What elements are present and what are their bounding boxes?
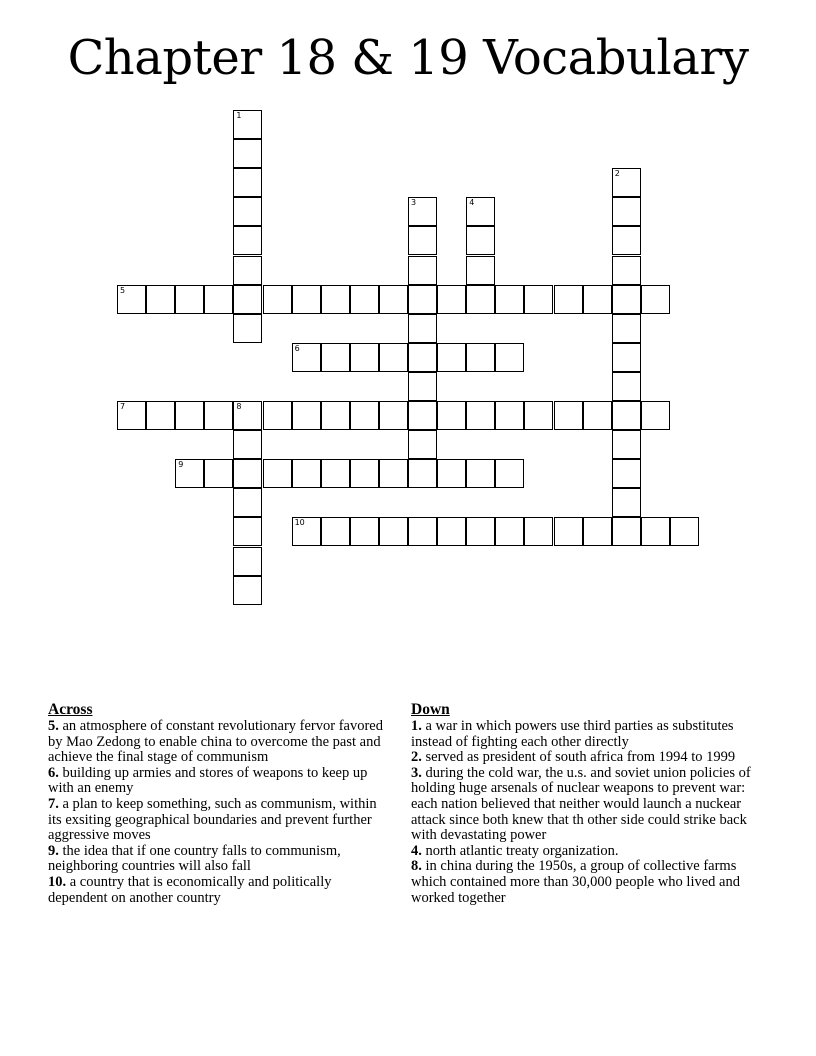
grid-cell[interactable] — [466, 285, 495, 314]
grid-cell[interactable] — [408, 256, 437, 285]
grid-cell[interactable] — [466, 343, 495, 372]
across-heading: Across — [48, 701, 93, 718]
grid-cell[interactable] — [292, 285, 321, 314]
grid-cell[interactable] — [408, 226, 437, 255]
grid-cell[interactable] — [612, 226, 641, 255]
grid-cell[interactable] — [292, 517, 321, 546]
grid-cell[interactable] — [437, 517, 466, 546]
grid-cell[interactable] — [524, 285, 553, 314]
grid-cell[interactable] — [321, 459, 350, 488]
grid-cell[interactable] — [175, 459, 204, 488]
grid-cell[interactable] — [379, 401, 408, 430]
grid-cell[interactable] — [175, 401, 204, 430]
clue-number: 5. — [48, 718, 59, 734]
grid-cell[interactable] — [233, 576, 262, 605]
grid-cell[interactable] — [641, 401, 670, 430]
grid-cell[interactable] — [437, 343, 466, 372]
clue-text: north atlantic treaty organization. — [425, 842, 619, 859]
grid-cell[interactable] — [292, 343, 321, 372]
cell-number: 7 — [120, 402, 126, 411]
grid-cell[interactable] — [612, 197, 641, 226]
grid-cell[interactable] — [233, 226, 262, 255]
grid-cell[interactable] — [408, 343, 437, 372]
down-clue — [411, 766, 766, 844]
grid-cell[interactable] — [292, 401, 321, 430]
grid-cell[interactable] — [408, 285, 437, 314]
grid-cell[interactable] — [641, 517, 670, 546]
grid-cell[interactable] — [233, 430, 262, 459]
grid-cell[interactable] — [408, 314, 437, 343]
grid-cell[interactable] — [554, 285, 583, 314]
down-clue — [411, 750, 766, 766]
grid-cell[interactable] — [350, 401, 379, 430]
grid-cell[interactable] — [437, 401, 466, 430]
clue-number: 8. — [411, 858, 422, 875]
cell-number: 2 — [614, 169, 620, 179]
clue-text: the idea that if one country falls to communism, neighboring countries will also fall — [48, 842, 341, 875]
grid-cell[interactable] — [233, 547, 262, 576]
grid-cell[interactable] — [233, 197, 262, 226]
grid-cell[interactable] — [466, 197, 495, 226]
clue-text: during the cold war, the u.s. and soviet union policies of holding huge arsenals of nuclear weapons to prevent war: each nation believed that neither would launch a nuckear attack since both knew that th other side could strike back with devastating power — [411, 764, 751, 844]
grid-cell[interactable] — [583, 401, 612, 430]
grid-cell[interactable] — [117, 285, 146, 314]
grid-cell[interactable] — [233, 110, 262, 139]
grid-cell[interactable] — [495, 343, 524, 372]
grid-cell[interactable] — [233, 314, 262, 343]
grid-cell[interactable] — [350, 517, 379, 546]
grid-cell[interactable] — [641, 285, 670, 314]
grid-cell[interactable] — [233, 256, 262, 285]
grid-cell[interactable] — [437, 285, 466, 314]
grid-cell[interactable] — [408, 517, 437, 546]
cell-number: 1 — [236, 111, 242, 120]
grid-cell[interactable] — [379, 459, 408, 488]
grid-cell[interactable] — [466, 256, 495, 285]
cell-number: 8 — [236, 402, 242, 411]
grid-cell[interactable] — [263, 401, 292, 430]
clue-number: 1. — [411, 718, 422, 734]
grid-cell[interactable] — [524, 401, 553, 430]
grid-cell[interactable] — [583, 285, 612, 314]
grid-cell[interactable] — [466, 401, 495, 430]
grid-cell[interactable] — [612, 343, 641, 372]
grid-cell[interactable] — [612, 372, 641, 401]
grid-cell[interactable] — [263, 285, 292, 314]
down-clues — [411, 701, 766, 906]
grid-cell[interactable] — [554, 401, 583, 430]
grid-cell[interactable] — [379, 285, 408, 314]
page-title: Chapter 18 & 19 Vocabulary — [67, 30, 749, 86]
grid-cell[interactable] — [175, 285, 204, 314]
grid-cell[interactable] — [612, 285, 641, 314]
cell-number: 4 — [469, 198, 475, 208]
grid-cell[interactable] — [117, 401, 146, 430]
grid-cell[interactable] — [612, 459, 641, 488]
clue-number: 7. — [48, 795, 59, 812]
across-clues — [48, 701, 393, 906]
grid-cell[interactable] — [583, 517, 612, 546]
clue-text: building up armies and stores of weapons to keep up with an enemy — [48, 764, 368, 797]
cell-number: 9 — [178, 460, 184, 470]
grid-cell[interactable] — [524, 517, 553, 546]
cell-number: 6 — [294, 343, 300, 353]
clue-number: 3. — [411, 764, 422, 781]
cell-number: 5 — [120, 285, 126, 295]
clue-text: an atmosphere of constant revolutionary fervor favored by Mao Zedong to enable china to overcome the past and achieve the final stage of communism — [48, 718, 383, 766]
grid-cell[interactable] — [495, 401, 524, 430]
clue-text: a country that is economically and politically dependent on another country — [48, 873, 332, 906]
clue-text: a plan to keep something, such as communism, within its exsiting geographical boundaries and prevent further aggressive moves — [48, 795, 377, 844]
down-clue — [411, 859, 766, 906]
clue-text: in china during the 1950s, a group of collective farms which contained more than 30,000 people who lived and worked together — [411, 858, 740, 906]
grid-cell[interactable] — [233, 459, 262, 488]
down-clue — [411, 719, 766, 750]
clue-text: a war in which powers use third parties as substitutes instead of fighting each other directly — [411, 718, 734, 750]
down-clue — [411, 844, 766, 860]
grid-cell[interactable] — [146, 401, 175, 430]
grid-cell[interactable] — [146, 285, 175, 314]
across-clue — [48, 766, 393, 797]
grid-cell[interactable] — [350, 459, 379, 488]
across-clue — [48, 797, 393, 844]
grid-cell[interactable] — [554, 517, 583, 546]
grid-cell[interactable] — [408, 197, 437, 226]
grid-cell[interactable] — [437, 459, 466, 488]
grid-cell[interactable] — [204, 459, 233, 488]
grid-cell[interactable] — [233, 488, 262, 517]
grid-cell[interactable] — [612, 168, 641, 197]
grid-cell[interactable] — [321, 401, 350, 430]
grid-cell[interactable] — [321, 343, 350, 372]
cell-number: 3 — [411, 198, 417, 208]
grid-cell[interactable] — [292, 459, 321, 488]
grid-cell[interactable] — [233, 517, 262, 546]
clue-number: 10. — [48, 873, 67, 890]
grid-cell[interactable] — [204, 401, 233, 430]
grid-cell[interactable] — [612, 517, 641, 546]
cell-number: 10 — [294, 518, 305, 528]
grid-cell[interactable] — [612, 430, 641, 459]
clue-number: 4. — [411, 842, 422, 859]
clue-number: 6. — [48, 764, 59, 781]
grid-cell[interactable] — [379, 517, 408, 546]
grid-cell[interactable] — [233, 285, 262, 314]
grid-cell[interactable] — [233, 168, 262, 197]
grid-cell[interactable] — [263, 459, 292, 488]
grid-cell[interactable] — [321, 517, 350, 546]
grid-cell[interactable] — [408, 430, 437, 459]
grid-cell[interactable] — [408, 401, 437, 430]
grid-cell[interactable] — [321, 285, 350, 314]
grid-cell[interactable] — [495, 517, 524, 546]
grid-cell[interactable] — [379, 343, 408, 372]
clue-number: 2. — [411, 749, 422, 766]
grid-cell[interactable] — [204, 285, 233, 314]
grid-cell[interactable] — [350, 285, 379, 314]
grid-cell[interactable] — [350, 343, 379, 372]
clue-text: served as president of south africa from 1994 to 1999 — [425, 749, 736, 766]
grid-cell[interactable] — [612, 401, 641, 430]
grid-cell[interactable] — [612, 314, 641, 343]
clue-number: 9. — [48, 842, 59, 859]
grid-cell[interactable] — [466, 517, 495, 546]
across-clue — [48, 875, 393, 906]
grid-cell[interactable] — [612, 256, 641, 285]
grid-cell[interactable] — [233, 401, 262, 430]
down-heading: Down — [411, 701, 450, 718]
grid-cell[interactable] — [670, 517, 699, 546]
grid-cell[interactable] — [495, 459, 524, 488]
grid-cell[interactable] — [408, 372, 437, 401]
grid-cell[interactable] — [612, 488, 641, 517]
grid-cell[interactable] — [466, 459, 495, 488]
grid-cell[interactable] — [233, 139, 262, 168]
grid-cell[interactable] — [495, 285, 524, 314]
across-clue — [48, 844, 393, 875]
across-clue — [48, 719, 393, 766]
grid-cell[interactable] — [466, 226, 495, 255]
grid-cell[interactable] — [408, 459, 437, 488]
